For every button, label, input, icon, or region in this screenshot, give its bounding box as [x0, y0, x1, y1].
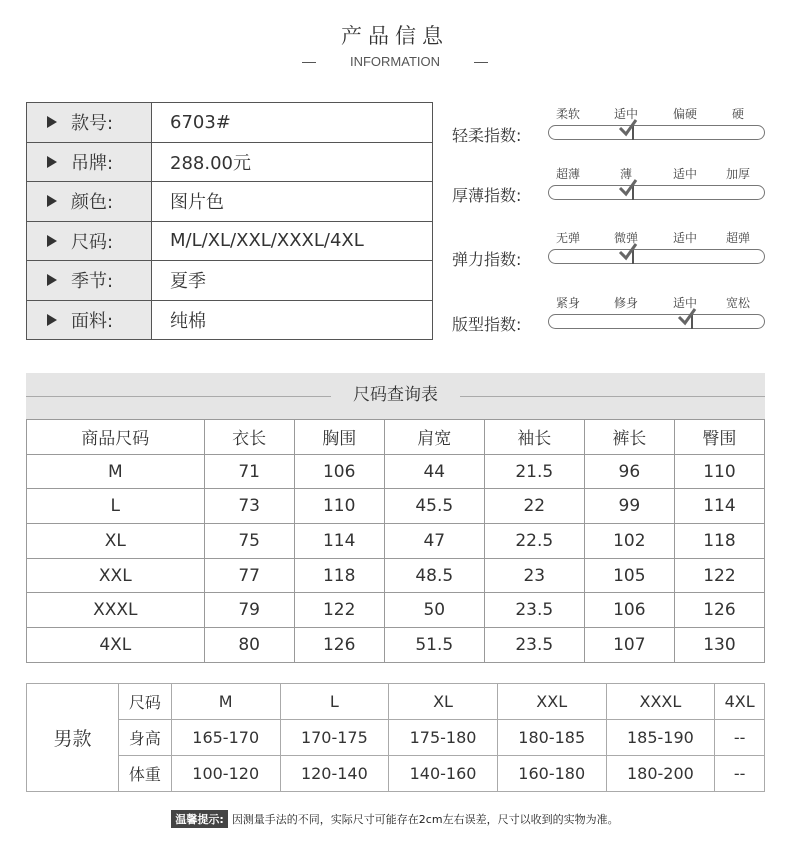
men-cell: 170-175 [280, 720, 389, 756]
size-col-header: 肩宽 [384, 420, 484, 455]
index-bar [548, 185, 765, 200]
index-option: 微弹 [613, 231, 639, 245]
table-row [27, 489, 765, 524]
index-option: 修身 [613, 296, 639, 310]
men-cell: 185-190 [606, 720, 715, 756]
info-row [27, 182, 433, 222]
index-option: 无弹 [555, 231, 581, 245]
check-icon [618, 177, 638, 197]
size-cell: 51.5 [384, 628, 484, 663]
men-cell: 120-140 [280, 756, 389, 792]
size-cell: 122 [674, 558, 764, 593]
size-cell: 79 [204, 593, 294, 628]
index-option: 偏硬 [672, 107, 698, 121]
men-cell: 160-180 [497, 756, 606, 792]
index-option: 加厚 [725, 167, 751, 181]
size-cell: 118 [294, 558, 384, 593]
size-col-header: 衣长 [204, 420, 294, 455]
men-cell: 4XL [715, 684, 765, 720]
play-triangle-icon [47, 116, 57, 128]
size-cell: 126 [294, 628, 384, 663]
note [0, 810, 790, 828]
size-cell: 107 [584, 628, 674, 663]
size-cell: 23 [484, 558, 584, 593]
size-cell: 102 [584, 524, 674, 559]
size-cell: 22 [484, 489, 584, 524]
men-cell: 175-180 [389, 720, 498, 756]
info-table [26, 102, 433, 340]
size-cell: 105 [584, 558, 674, 593]
index-option: 适中 [672, 231, 698, 245]
index-bar [548, 314, 765, 329]
size-cell: 71 [204, 454, 294, 489]
size-cell: 21.5 [484, 454, 584, 489]
size-cell: 48.5 [384, 558, 484, 593]
info-value: M/L/XL/XXL/XXXL/4XL [152, 221, 433, 261]
index-bar [548, 249, 765, 264]
size-cell: 47 [384, 524, 484, 559]
info-row [27, 142, 433, 182]
index-bar [548, 125, 765, 140]
index-option: 硬 [731, 107, 745, 121]
info-value: 夏季 [152, 261, 433, 301]
size-cell: 118 [674, 524, 764, 559]
men-cell: 165-170 [171, 720, 280, 756]
size-cell: XXL [27, 558, 205, 593]
men-cell: L [280, 684, 389, 720]
size-cell: 106 [294, 454, 384, 489]
men-cell: 身高 [119, 720, 172, 756]
size-cell: 126 [674, 593, 764, 628]
size-col-header: 袖长 [484, 420, 584, 455]
index-option: 超弹 [725, 231, 751, 245]
index-option: 适中 [672, 167, 698, 181]
size-cell: 99 [584, 489, 674, 524]
size-col-header: 胸围 [294, 420, 384, 455]
info-value: 图片色 [152, 182, 433, 222]
note-tag: 温馨提示: [171, 810, 227, 828]
size-cell: 96 [584, 454, 674, 489]
size-cell: 4XL [27, 628, 205, 663]
check-icon [618, 241, 638, 261]
index-label: 版型指数: [452, 315, 522, 334]
info-row [27, 261, 433, 301]
size-cell: 77 [204, 558, 294, 593]
size-cell: 114 [294, 524, 384, 559]
table-row [27, 720, 765, 756]
size-col-header: 臀围 [674, 420, 764, 455]
men-cell: 体重 [119, 756, 172, 792]
size-cell: 50 [384, 593, 484, 628]
size-cell: 80 [204, 628, 294, 663]
note-text: 因测量手法的不同，实际尺寸可能存在2cm左右误差，尺寸以收到的实物为准。 [231, 813, 619, 826]
size-col-header: 商品尺码 [27, 420, 205, 455]
size-cell: 44 [384, 454, 484, 489]
info-row [27, 103, 433, 143]
info-label [27, 261, 152, 301]
index-option: 紧身 [555, 296, 581, 310]
size-cell: 23.5 [484, 628, 584, 663]
size-cell: 23.5 [484, 593, 584, 628]
men-cell: 180-185 [497, 720, 606, 756]
size-chart-title: 尺码查询表 [353, 385, 438, 405]
info-label-text: 季节: [71, 271, 114, 293]
info-label-text: 款号: [71, 113, 114, 135]
men-cell: M [171, 684, 280, 720]
table-row [27, 684, 765, 720]
info-value: 288.00元 [152, 142, 433, 182]
info-label [27, 300, 152, 340]
size-cell: 22.5 [484, 524, 584, 559]
info-row [27, 221, 433, 261]
info-value: 6703# [152, 103, 433, 143]
info-label [27, 221, 152, 261]
men-cell: -- [715, 756, 765, 792]
index-option: 宽松 [725, 296, 751, 310]
info-label-text: 面料: [71, 310, 114, 332]
size-cell: L [27, 489, 205, 524]
info-label-text: 颜色: [71, 192, 114, 214]
men-cell: 140-160 [389, 756, 498, 792]
info-row [27, 300, 433, 340]
men-size-table [26, 683, 765, 792]
table-row [27, 756, 765, 792]
men-cell: 180-200 [606, 756, 715, 792]
size-cell: 75 [204, 524, 294, 559]
size-cell: 114 [674, 489, 764, 524]
play-triangle-icon [47, 195, 57, 207]
men-label: 男款 [27, 684, 119, 792]
info-label-text: 尺码: [71, 231, 114, 253]
size-cell: 122 [294, 593, 384, 628]
size-cell: 73 [204, 489, 294, 524]
table-row [27, 558, 765, 593]
right-dash [474, 62, 488, 63]
size-cell: XL [27, 524, 205, 559]
size-cell: 45.5 [384, 489, 484, 524]
subtitle-text: INFORMATION [349, 54, 441, 69]
info-value: 纯棉 [152, 300, 433, 340]
info-label [27, 103, 152, 143]
men-cell: -- [715, 720, 765, 756]
info-label [27, 182, 152, 222]
index-label: 轻柔指数: [452, 126, 522, 145]
table-row [27, 628, 765, 663]
index-row [452, 294, 772, 344]
size-chart-header [26, 373, 765, 419]
size-table [26, 419, 765, 663]
men-cell: 100-120 [171, 756, 280, 792]
page-title: 产品信息 [341, 24, 449, 48]
play-triangle-icon [47, 156, 57, 168]
size-cell: M [27, 454, 205, 489]
index-option: 适中 [613, 107, 639, 121]
size-cell: 110 [674, 454, 764, 489]
men-cell: XXL [497, 684, 606, 720]
size-cell: 110 [294, 489, 384, 524]
check-icon [618, 117, 638, 137]
size-cell: 106 [584, 593, 674, 628]
page-subtitle [0, 54, 790, 69]
index-row [452, 105, 772, 155]
index-label: 弹力指数: [452, 250, 522, 269]
size-cell: 130 [674, 628, 764, 663]
index-option: 超薄 [555, 167, 581, 181]
index-option: 薄 [619, 167, 633, 181]
info-label-text: 吊牌: [71, 152, 114, 174]
table-row [27, 454, 765, 489]
index-row [452, 229, 772, 279]
size-col-header: 裤长 [584, 420, 674, 455]
play-triangle-icon [47, 235, 57, 247]
index-row [452, 165, 772, 215]
size-cell: XXXL [27, 593, 205, 628]
check-icon [677, 306, 697, 326]
info-label [27, 142, 152, 182]
table-row [27, 593, 765, 628]
index-option: 柔软 [555, 107, 581, 121]
play-triangle-icon [47, 274, 57, 286]
men-cell: XL [389, 684, 498, 720]
play-triangle-icon [47, 314, 57, 326]
men-cell: 尺码 [119, 684, 172, 720]
men-cell: XXXL [606, 684, 715, 720]
table-row [27, 524, 765, 559]
left-dash [302, 62, 316, 63]
index-option: 适中 [672, 296, 698, 310]
index-label: 厚薄指数: [452, 186, 522, 205]
